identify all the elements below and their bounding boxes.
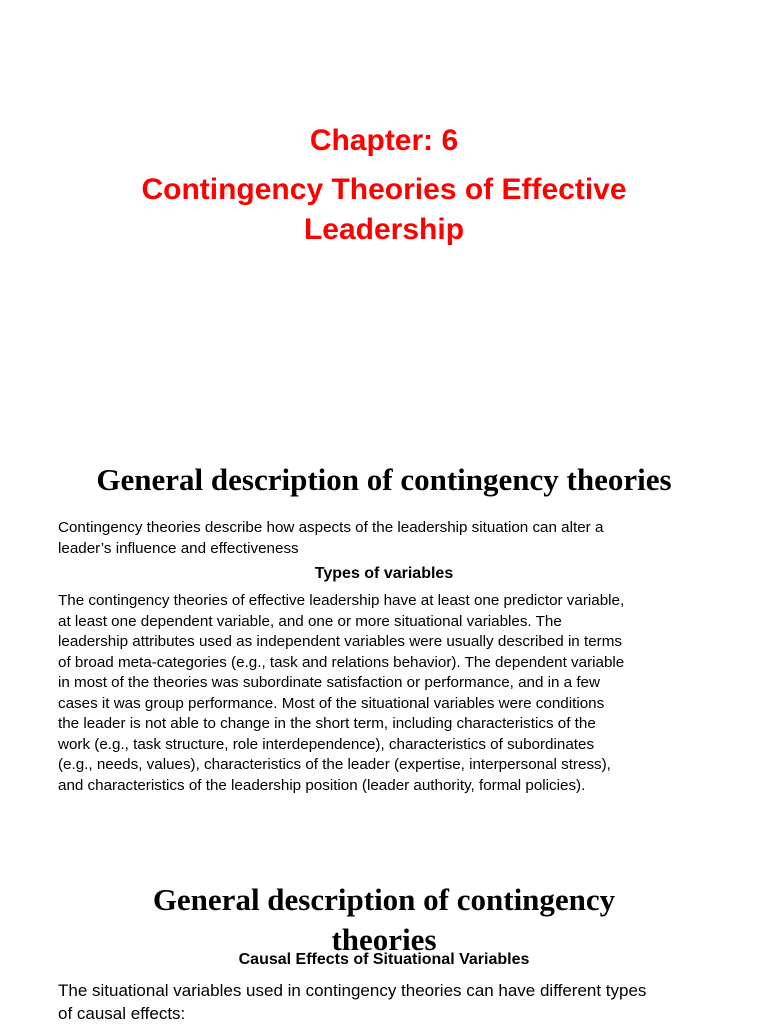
body-line: and characteristics of the leadership position (leader authority, formal policies). <box>58 776 586 794</box>
body-line: at least one dependent variable, and one or more situational variables. The <box>58 612 562 630</box>
body-line: the leader is not able to change in the short term, including characteristics of the <box>58 715 596 732</box>
body-line: of causal effects: <box>58 1004 186 1023</box>
body-line: in most of the theories was subordinate satisfaction or performance, and in a few <box>58 674 600 691</box>
content-slide-causal-effects <box>0 864 768 1024</box>
chapter-title-line: Contingency Theories of Effective <box>141 173 627 206</box>
chapter-title <box>0 170 768 250</box>
intro-line: Contingency theories describe how aspects of the leadership situation can alter a <box>58 519 604 536</box>
body-paragraph <box>58 591 720 796</box>
section-subheading: Causal Effects of Situational Variables <box>238 951 530 968</box>
content-slide-variables <box>0 432 768 864</box>
title-slide <box>0 0 768 432</box>
intro-line: leader’s influence and effectiveness <box>58 539 299 557</box>
body-line: (e.g., needs, values), characteristics of the leader (expertise, interpersonal stress), <box>58 756 611 773</box>
body-line: cases it was group performance. Most of the situational variables were conditions <box>58 694 605 712</box>
slide-heading-line: theories <box>331 922 437 957</box>
body-paragraph <box>58 979 738 1024</box>
body-line: leadership attributes used as independent variables were usually described in terms <box>58 633 622 650</box>
slide-heading <box>0 880 768 960</box>
body-line: The situational variables used in contingency theories can have different types <box>58 981 647 1000</box>
slide-heading-line: General description of contingency <box>152 882 616 917</box>
section-subheading: Types of variables <box>314 565 454 582</box>
chapter-number: Chapter: 6 <box>309 124 459 157</box>
slide-heading: General description of contingency theories <box>96 462 672 497</box>
body-line: of broad meta-categories (e.g., task and relations behavior). The dependent variable <box>58 653 625 671</box>
body-line: The contingency theories of effective leadership have at least one predictor variable, <box>58 592 625 609</box>
intro-paragraph <box>58 518 718 559</box>
chapter-title-line: Leadership <box>303 213 465 246</box>
body-line: work (e.g., task structure, role interdependence), characteristics of subordinates <box>58 735 595 753</box>
